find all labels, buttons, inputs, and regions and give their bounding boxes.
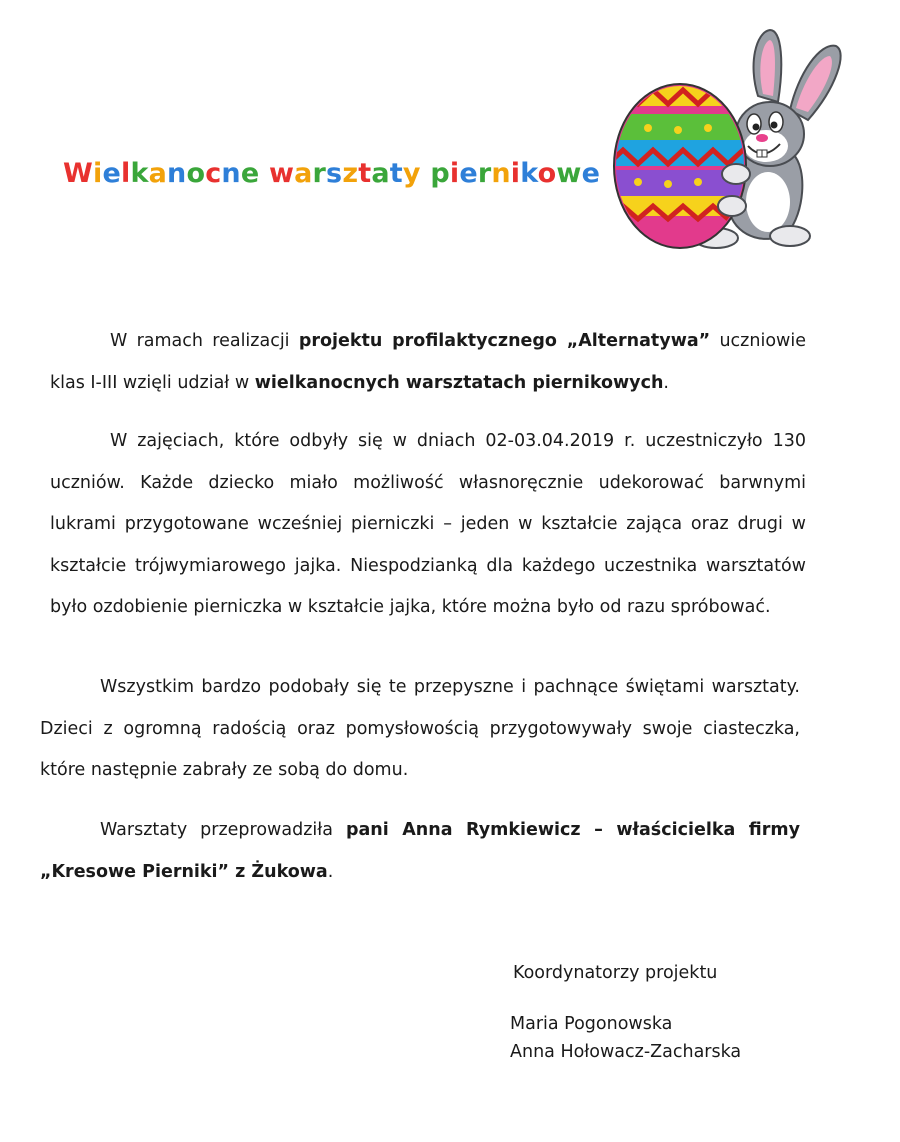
- title-letter: r: [312, 158, 327, 189]
- title-letter: i: [92, 158, 103, 189]
- title-letter: n: [221, 158, 241, 189]
- easter-bunny-with-egg-icon: [608, 24, 853, 256]
- title-letter: t: [389, 158, 403, 189]
- signature-heading: Koordynatorzy projektu: [513, 963, 718, 983]
- signature-name: Maria Pogonowska: [510, 1014, 673, 1034]
- bold-text: wielkanocnych warsztatach piernikowych: [254, 372, 664, 393]
- title-letter: a: [371, 158, 390, 189]
- title-letter: l: [120, 158, 131, 189]
- text-run: Warsztaty przeprowadziła: [100, 820, 346, 840]
- bold-text: pani Anna Rymkiewicz – właścicielka firmy „Kresowe Pierniki” z Żukowa: [40, 820, 801, 882]
- title-letter: t: [358, 158, 372, 189]
- title-letter: s: [326, 158, 343, 189]
- title-letter: r: [477, 158, 492, 189]
- bold-text: projektu profilaktycznego „Alternatywa”: [298, 331, 711, 351]
- title-letter: e: [240, 158, 260, 189]
- page-title: [63, 158, 600, 189]
- title-letter: p: [430, 158, 450, 189]
- title-letter: [421, 158, 431, 189]
- title-letter: n: [491, 158, 511, 189]
- text-run: Wszystkim bardzo podobały się te przepyszne i pachnące świętami warsztaty. Dzieci z ogromną radością oraz pomysłowością przygotowywały swoje ciasteczka, które następnie zabrały ze sobą do domu.: [40, 677, 800, 780]
- title-letter: z: [342, 158, 359, 189]
- text-run: .: [327, 861, 334, 882]
- title-letter: w: [268, 158, 295, 189]
- text-run: W ramach realizacji: [110, 331, 299, 351]
- title-letter: e: [102, 158, 121, 189]
- title-letter: c: [205, 158, 222, 189]
- text-run: uczniowie klas I-III wzięli udział w: [50, 331, 806, 393]
- paragraph-details: [50, 421, 806, 629]
- title-letter: a: [148, 158, 168, 189]
- title-letter: W: [63, 158, 93, 189]
- title-letter: o: [537, 158, 557, 189]
- title-letter: n: [167, 158, 187, 189]
- title-letter: k: [130, 158, 149, 189]
- text-run: W zajęciach, które odbyły się w dniach 02-03.04.2019 r. uczestniczyło 130 uczniów. Każde dziecko miało możliwość własnoręcznie udekorować barwnymi lukrami przygotowane wcześniej pierniczki – jeden w kształcie zająca oraz drugi w kształcie trójwymiarowego jajka. Niespodzianką dla każdego uczestnika warsztatów było ozdobienie pierniczka w kształcie jajka, które można było od razu spróbować.: [50, 431, 806, 617]
- paragraph-impressions: [40, 667, 800, 792]
- title-letter: o: [186, 158, 206, 189]
- title-letter: i: [510, 158, 521, 189]
- title-letter: e: [581, 158, 601, 189]
- title-letter: i: [449, 158, 460, 189]
- title-letter: [259, 158, 269, 189]
- signature-name: Anna Hołowacz-Zacharska: [510, 1042, 742, 1062]
- title-letter: y: [402, 158, 421, 189]
- title-letter: a: [294, 158, 313, 189]
- text-run: .: [663, 372, 669, 393]
- title-letter: e: [459, 158, 478, 189]
- paragraph-host: [40, 810, 800, 893]
- title-letter: k: [520, 158, 538, 189]
- title-letter: w: [556, 158, 582, 189]
- paragraph-intro: [50, 321, 806, 404]
